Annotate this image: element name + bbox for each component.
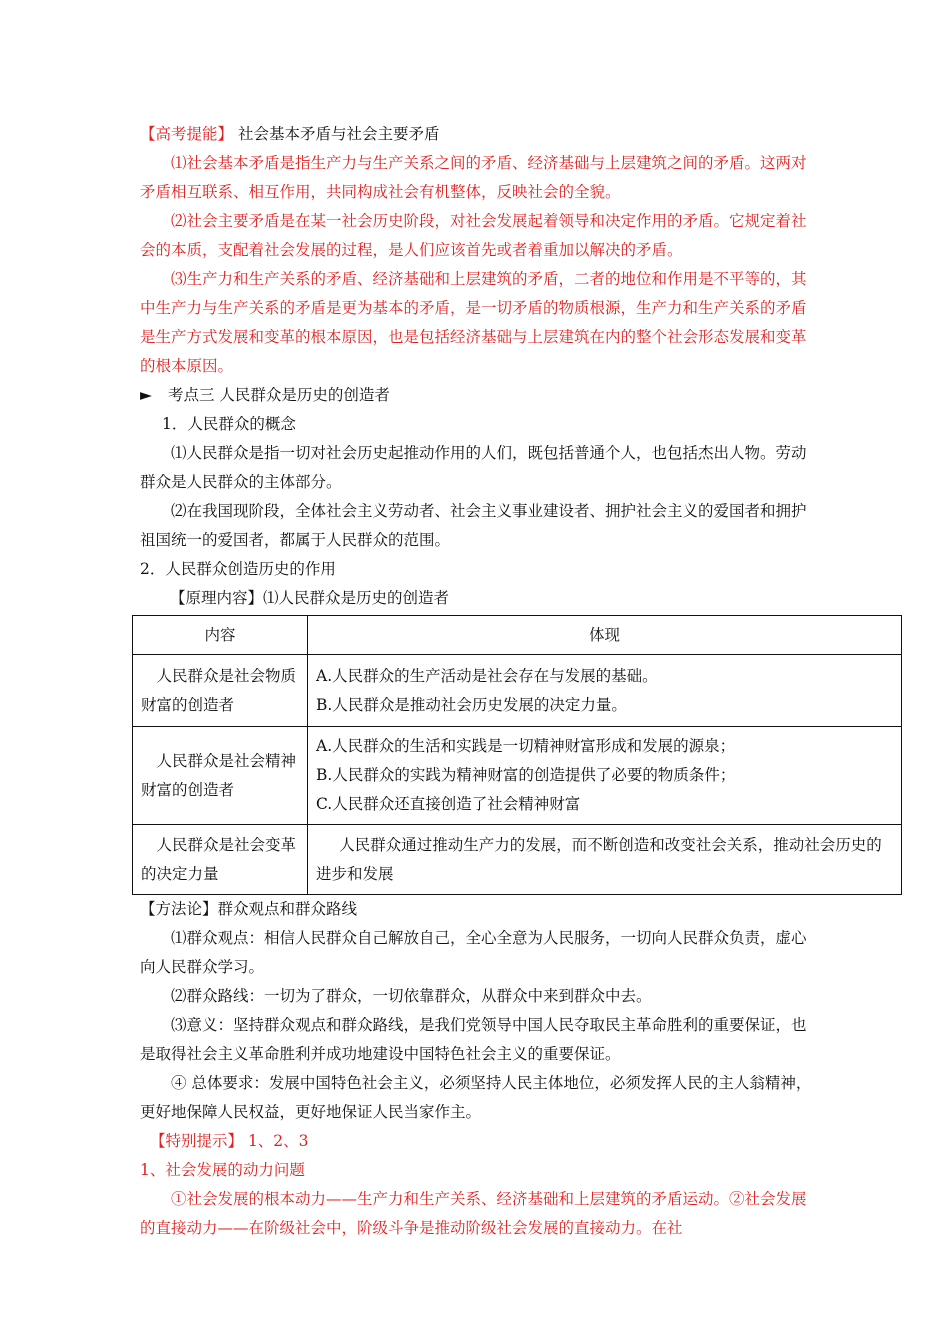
table-cell-line: B.人民群众的实践为精神财富的创造提供了必要的物质条件； [316, 766, 736, 784]
paragraph-people-scope: ⑵在我国现阶段，全体社会主义劳动者、社会主义事业建设者、拥护社会主义的爱国者和拥护祖国统一的爱国者，都属于人民群众的范围。 [140, 502, 807, 549]
table-cell-line: C.人民群众还直接创造了社会精神财富 [316, 795, 581, 813]
table-cell-line: A.人民群众的生产活动是社会存在与发展的基础。 [316, 666, 658, 685]
table-row [133, 727, 902, 825]
special-tip-heading [140, 1127, 812, 1156]
paragraph-basic-contradiction: ⑴社会基本矛盾是指生产力与生产关系之间的矛盾、经济基础与上层建筑之间的矛盾。这两对矛盾相互联系、相互作用，共同构成社会有机整体，反映社会的全貌。 [140, 154, 807, 201]
table-cell-right: 人民群众通过推动生产力的发展，而不断创造和改变社会关系，推动社会历史的进步和发展 [308, 825, 902, 895]
kaodian-heading [140, 381, 812, 410]
section-heading-gaokao [140, 120, 812, 149]
table-header-content: 内容 [133, 616, 308, 655]
people-role-table [132, 615, 902, 895]
special-tip-tag: 【特别提示】 [150, 1132, 244, 1150]
special-tip-numbers: 1、2、3 [243, 1132, 309, 1150]
table-row [133, 655, 902, 727]
table-cell-right [308, 727, 902, 825]
paragraph-contradiction-relation: ⑶生产力和生产关系的矛盾、经济基础和上层建筑的矛盾，二者的地位和作用是不平等的，其中生产力与生产关系的矛盾是更为基本的矛盾，是一切矛盾的物质根源，生产力和生产关系的矛盾是生产方式发展和变革的根本原因，也是包括经济基础与上层建筑在内的整个社会形态发展和变革的根本原因。 [140, 270, 807, 375]
gaokao-tag: 【高考提能】 [140, 125, 234, 143]
paragraph-overall-requirement: ④ 总体要求：发展中国特色社会主义，必须坚持人民主体地位，必须发挥人民的主人翁精神，更好地保障人民权益，更好地保证人民当家作主。 [140, 1074, 812, 1121]
concept-heading: 1．人民群众的概念 [162, 415, 296, 433]
table-row [133, 825, 902, 895]
table-cell-line: A.人民群众的生活和实践是一切精神财富形成和发展的源泉； [316, 737, 736, 755]
paragraph-mass-line: ⑵群众路线：一切为了群众，一切依靠群众，从群众中来到群众中去。 [171, 987, 652, 1005]
table-cell-left: 人民群众是社会变革的决定力量 [133, 825, 308, 895]
triangle-bullet-icon: ► [140, 386, 152, 404]
table-cell-left: 人民群众是社会物质财富的创造者 [133, 655, 308, 727]
document-page [140, 120, 882, 1243]
gaokao-title: 社会基本矛盾与社会主要矛盾 [233, 125, 440, 143]
table-cell-right [308, 655, 902, 727]
table-cell-line: B.人民群众是推动社会历史发展的决定力量。 [316, 695, 627, 714]
kaodian-title: 考点三 人民群众是历史的创造者 [168, 386, 390, 404]
role-heading: 2．人民群众创造历史的作用 [140, 560, 336, 578]
table-header-row [133, 616, 902, 655]
paragraph-social-dynamics: ①社会发展的根本动力——生产力和生产关系、经济基础和上层建筑的矛盾运动。②社会发展的直接动力——在阶级社会中，阶级斗争是推动阶级社会发展的直接动力。在社 [140, 1190, 807, 1237]
paragraph-significance: ⑶意义：坚持群众观点和群众路线，是我们党领导中国人民夺取民主革命胜利的重要保证，也是取得社会主义革命胜利并成功地建设中国特色社会主义的重要保证。 [140, 1016, 807, 1063]
table-cell-left: 人民群众是社会精神财富的创造者 [133, 727, 308, 825]
method-heading: 【方法论】群众观点和群众路线 [140, 900, 358, 918]
paragraph-mass-viewpoint: ⑴群众观点：相信人民群众自己解放自己，全心全意为人民服务，一切向人民群众负责，虚心向人民群众学习。 [140, 929, 807, 976]
table-header-manifestation: 体现 [308, 616, 902, 655]
paragraph-main-contradiction: ⑵社会主要矛盾是在某一社会历史阶段，对社会发展起着领导和决定作用的矛盾。它规定着社会的本质，支配着社会发展的过程，是人们应该首先或者着重加以解决的矛盾。 [140, 212, 807, 259]
principle-heading: 【原理内容】⑴人民群众是历史的创造者 [170, 589, 450, 607]
dynamics-heading: 1、社会发展的动力问题 [140, 1161, 305, 1179]
paragraph-people-definition: ⑴人民群众是指一切对社会历史起推动作用的人们，既包括普通个人，也包括杰出人物。劳动群众是人民群众的主体部分。 [140, 444, 807, 491]
